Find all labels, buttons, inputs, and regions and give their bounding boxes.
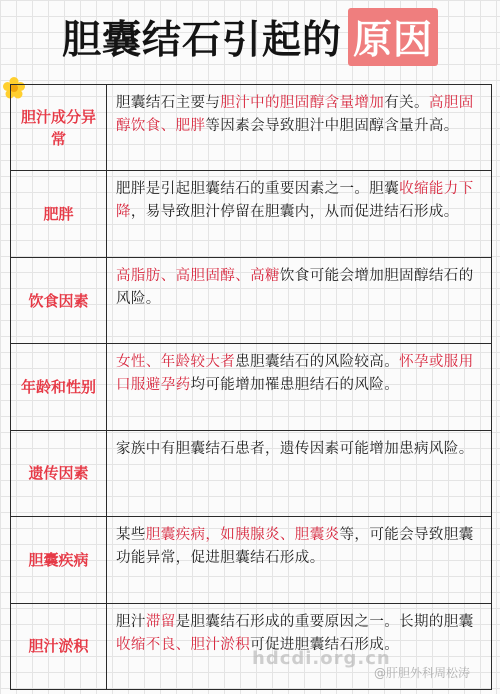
cause-description [107,171,491,256]
cause-description [107,431,491,516]
cause-label: 肥胖 [11,171,107,256]
highlight-text: 女性、年龄较大者 [116,354,236,371]
highlight-text: 滞留 [145,613,176,630]
body-text: 肥胖是引起胆囊结石的重要因素之一。胆囊 [116,181,400,198]
cause-description [107,344,491,429]
cause-description [107,258,491,343]
title-highlight: 原因 [348,8,438,66]
highlight-text: 收缩能力下降 [116,181,474,221]
table-row [11,257,491,343]
cause-label: 年龄和性别 [11,344,107,429]
cause-description [107,85,491,170]
highlight-text: 收缩不良、胆汁淤积 [116,636,251,653]
cause-description [107,517,491,602]
cause-label: 胆囊疾病 [11,517,107,602]
causes-table [10,84,492,690]
table-row [11,516,491,602]
table-row [11,85,491,170]
body-text: 某些 [116,527,146,544]
highlight-text: 胆汁中的胆固醇含量增加 [220,95,385,111]
highlight-text: 高胆固醇饮食、肥胖 [116,95,474,134]
body-text: ，易导致胆汁停留在胆囊内，从而促进结石形成。 [130,204,459,221]
body-text: 是胆囊结石形成的重要原因之一。长期的胆囊 [175,613,474,630]
table-row [11,430,491,516]
body-text: 均可能增加罹患胆结石的风险。 [190,377,400,394]
body-text: 饮食可能会增加胆固醇结石的风险。 [116,267,474,307]
cause-label: 遗传因素 [11,431,107,516]
watermark-author: @肝胆外科周松涛 [374,666,471,680]
body-text: 家族中有胆囊结石患者，遗传因素可能增加患病风险。 [116,440,474,457]
page-title [8,6,492,68]
title-main: 胆囊结石引起的 [61,18,342,63]
table-row [11,170,491,256]
highlight-text: 高脂肪、高胆固醇、高糖 [116,267,280,284]
table-row [11,343,491,429]
highlight-text: 怀孕或服用口服避孕药 [116,354,474,394]
body-text: 胆囊结石主要与 [116,95,221,111]
body-text: 可促进胆囊结石形成。 [250,636,400,653]
cause-label: 胆汁成分异常 [11,85,107,170]
cause-label: 饮食因素 [11,258,107,343]
body-text: 有关。 [384,95,429,111]
highlight-text: 胆囊疾病，如胰腺炎、胆囊炎 [145,527,340,544]
watermark-site: hdcdi.org.cn [252,648,391,669]
cause-label: 胆汁淤积 [11,604,107,689]
body-text: 胆汁 [116,613,146,630]
body-text: 患胆囊结石的风险较高。 [235,354,400,371]
body-text: 等，可能会导致胆囊功能异常，促进胆囊结石形成。 [116,527,474,567]
body-text: 等因素会导致胆汁中胆固醇含量升高。 [205,118,459,134]
